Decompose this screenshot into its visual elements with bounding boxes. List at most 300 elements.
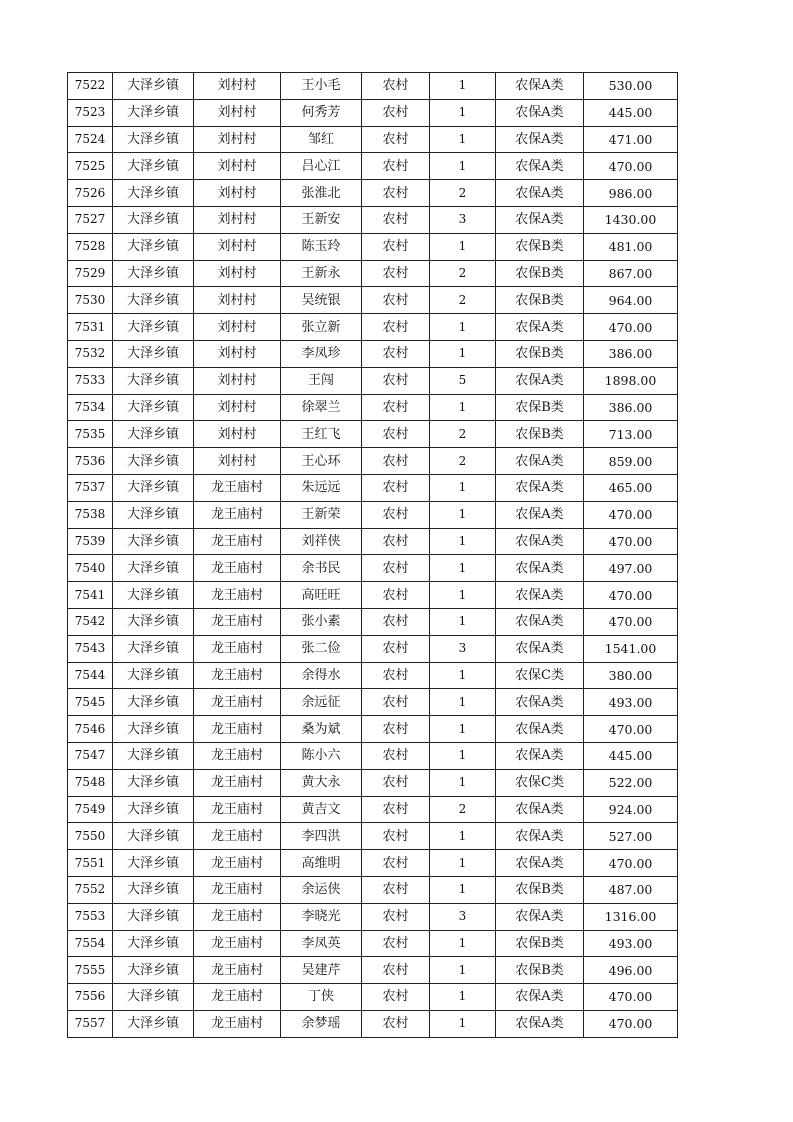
person-name-cell: 陈小六 (281, 742, 362, 769)
household-size-cell: 1 (430, 394, 496, 421)
township-cell: 大泽乡镇 (113, 233, 194, 260)
household-type-cell: 农村 (362, 367, 430, 394)
village-cell: 刘村村 (194, 314, 281, 341)
table-row (68, 876, 678, 903)
insurance-category-cell: 农保A类 (496, 314, 584, 341)
village-cell: 龙王庙村 (194, 957, 281, 984)
township-cell: 大泽乡镇 (113, 689, 194, 716)
person-name-cell: 黄吉文 (281, 796, 362, 823)
insurance-category-cell: 农保B类 (496, 233, 584, 260)
township-cell: 大泽乡镇 (113, 555, 194, 582)
serial-number-cell: 7537 (68, 474, 113, 501)
person-name-cell: 张二俭 (281, 635, 362, 662)
insurance-category-cell: 农保A类 (496, 742, 584, 769)
village-cell: 龙王庙村 (194, 635, 281, 662)
table-row (68, 73, 678, 100)
household-type-cell: 农村 (362, 340, 430, 367)
village-cell: 龙王庙村 (194, 850, 281, 877)
amount-cell: 986.00 (584, 180, 678, 207)
table-row (68, 1010, 678, 1037)
person-name-cell: 王红飞 (281, 421, 362, 448)
amount-cell: 1316.00 (584, 903, 678, 930)
household-size-cell: 1 (430, 876, 496, 903)
insurance-category-cell: 农保A类 (496, 796, 584, 823)
insurance-category-cell: 农保A类 (496, 367, 584, 394)
household-size-cell: 2 (430, 796, 496, 823)
table-row (68, 126, 678, 153)
person-name-cell: 邹红 (281, 126, 362, 153)
village-cell: 龙王庙村 (194, 769, 281, 796)
amount-cell: 530.00 (584, 73, 678, 100)
household-type-cell: 农村 (362, 126, 430, 153)
table-row (68, 742, 678, 769)
household-type-cell: 农村 (362, 796, 430, 823)
insurance-category-cell: 农保A类 (496, 99, 584, 126)
household-size-cell: 1 (430, 984, 496, 1011)
serial-number-cell: 7529 (68, 260, 113, 287)
person-name-cell: 吕心江 (281, 153, 362, 180)
village-cell: 龙王庙村 (194, 662, 281, 689)
village-cell: 刘村村 (194, 73, 281, 100)
serial-number-cell: 7547 (68, 742, 113, 769)
table-row (68, 340, 678, 367)
village-cell: 刘村村 (194, 233, 281, 260)
household-size-cell: 1 (430, 233, 496, 260)
serial-number-cell: 7539 (68, 528, 113, 555)
village-cell: 龙王庙村 (194, 555, 281, 582)
amount-cell: 527.00 (584, 823, 678, 850)
amount-cell: 470.00 (584, 1010, 678, 1037)
table-row (68, 180, 678, 207)
household-size-cell: 1 (430, 126, 496, 153)
table-row (68, 903, 678, 930)
serial-number-cell: 7538 (68, 501, 113, 528)
village-cell: 刘村村 (194, 340, 281, 367)
township-cell: 大泽乡镇 (113, 287, 194, 314)
serial-number-cell: 7531 (68, 314, 113, 341)
serial-number-cell: 7551 (68, 850, 113, 877)
amount-cell: 380.00 (584, 662, 678, 689)
person-name-cell: 吴统银 (281, 287, 362, 314)
serial-number-cell: 7552 (68, 876, 113, 903)
amount-cell: 386.00 (584, 340, 678, 367)
household-size-cell: 1 (430, 930, 496, 957)
village-cell: 龙王庙村 (194, 984, 281, 1011)
serial-number-cell: 7550 (68, 823, 113, 850)
serial-number-cell: 7544 (68, 662, 113, 689)
township-cell: 大泽乡镇 (113, 716, 194, 743)
serial-number-cell: 7549 (68, 796, 113, 823)
household-type-cell: 农村 (362, 582, 430, 609)
household-type-cell: 农村 (362, 180, 430, 207)
village-cell: 刘村村 (194, 153, 281, 180)
person-name-cell: 李凤英 (281, 930, 362, 957)
household-size-cell: 1 (430, 582, 496, 609)
household-type-cell: 农村 (362, 769, 430, 796)
township-cell: 大泽乡镇 (113, 957, 194, 984)
township-cell: 大泽乡镇 (113, 930, 194, 957)
insurance-category-cell: 农保B类 (496, 394, 584, 421)
household-type-cell: 农村 (362, 716, 430, 743)
table-row (68, 206, 678, 233)
amount-cell: 465.00 (584, 474, 678, 501)
household-size-cell: 2 (430, 448, 496, 475)
table-body (68, 73, 678, 1038)
person-name-cell: 高维明 (281, 850, 362, 877)
household-type-cell: 农村 (362, 608, 430, 635)
table-row (68, 930, 678, 957)
table-row (68, 260, 678, 287)
household-type-cell: 农村 (362, 957, 430, 984)
village-cell: 刘村村 (194, 367, 281, 394)
table-row (68, 314, 678, 341)
table-row (68, 448, 678, 475)
serial-number-cell: 7527 (68, 206, 113, 233)
table-row (68, 716, 678, 743)
person-name-cell: 余运侠 (281, 876, 362, 903)
insurance-category-cell: 农保B类 (496, 876, 584, 903)
village-cell: 刘村村 (194, 421, 281, 448)
household-type-cell: 农村 (362, 99, 430, 126)
person-name-cell: 余得水 (281, 662, 362, 689)
person-name-cell: 黄大永 (281, 769, 362, 796)
household-size-cell: 1 (430, 314, 496, 341)
serial-number-cell: 7545 (68, 689, 113, 716)
township-cell: 大泽乡镇 (113, 850, 194, 877)
insurance-category-cell: 农保B类 (496, 340, 584, 367)
township-cell: 大泽乡镇 (113, 448, 194, 475)
village-cell: 龙王庙村 (194, 689, 281, 716)
insurance-category-cell: 农保B类 (496, 260, 584, 287)
household-size-cell: 1 (430, 957, 496, 984)
township-cell: 大泽乡镇 (113, 394, 194, 421)
village-cell: 龙王庙村 (194, 742, 281, 769)
person-name-cell: 余梦瑶 (281, 1010, 362, 1037)
village-cell: 刘村村 (194, 206, 281, 233)
amount-cell: 471.00 (584, 126, 678, 153)
insurance-category-cell: 农保A类 (496, 1010, 584, 1037)
amount-cell: 470.00 (584, 608, 678, 635)
household-size-cell: 1 (430, 340, 496, 367)
amount-cell: 470.00 (584, 501, 678, 528)
household-type-cell: 农村 (362, 903, 430, 930)
amount-cell: 470.00 (584, 850, 678, 877)
serial-number-cell: 7546 (68, 716, 113, 743)
insurance-category-cell: 农保A类 (496, 582, 584, 609)
amount-cell: 493.00 (584, 689, 678, 716)
serial-number-cell: 7548 (68, 769, 113, 796)
table-row (68, 153, 678, 180)
household-type-cell: 农村 (362, 501, 430, 528)
household-type-cell: 农村 (362, 850, 430, 877)
table-row (68, 689, 678, 716)
household-type-cell: 农村 (362, 233, 430, 260)
insurance-category-cell: 农保C类 (496, 662, 584, 689)
household-type-cell: 农村 (362, 555, 430, 582)
table-row (68, 367, 678, 394)
person-name-cell: 王新永 (281, 260, 362, 287)
household-type-cell: 农村 (362, 1010, 430, 1037)
household-size-cell: 1 (430, 716, 496, 743)
person-name-cell: 陈玉玲 (281, 233, 362, 260)
insurance-category-cell: 农保A类 (496, 716, 584, 743)
household-type-cell: 农村 (362, 153, 430, 180)
person-name-cell: 张小素 (281, 608, 362, 635)
village-cell: 龙王庙村 (194, 474, 281, 501)
household-type-cell: 农村 (362, 73, 430, 100)
person-name-cell: 王闯 (281, 367, 362, 394)
township-cell: 大泽乡镇 (113, 876, 194, 903)
insurance-category-cell: 农保A类 (496, 555, 584, 582)
township-cell: 大泽乡镇 (113, 635, 194, 662)
insurance-category-cell: 农保A类 (496, 180, 584, 207)
serial-number-cell: 7557 (68, 1010, 113, 1037)
household-type-cell: 农村 (362, 984, 430, 1011)
table-row (68, 582, 678, 609)
village-cell: 龙王庙村 (194, 501, 281, 528)
township-cell: 大泽乡镇 (113, 984, 194, 1011)
serial-number-cell: 7556 (68, 984, 113, 1011)
insurance-category-cell: 农保A类 (496, 206, 584, 233)
township-cell: 大泽乡镇 (113, 474, 194, 501)
insurance-category-cell: 农保A类 (496, 528, 584, 555)
amount-cell: 470.00 (584, 582, 678, 609)
village-cell: 刘村村 (194, 394, 281, 421)
township-cell: 大泽乡镇 (113, 528, 194, 555)
person-name-cell: 王新荣 (281, 501, 362, 528)
household-size-cell: 2 (430, 287, 496, 314)
household-type-cell: 农村 (362, 930, 430, 957)
household-size-cell: 2 (430, 180, 496, 207)
village-cell: 龙王庙村 (194, 903, 281, 930)
serial-number-cell: 7530 (68, 287, 113, 314)
table-row (68, 421, 678, 448)
person-name-cell: 王新安 (281, 206, 362, 233)
person-name-cell: 吴建芹 (281, 957, 362, 984)
village-cell: 刘村村 (194, 99, 281, 126)
household-type-cell: 农村 (362, 206, 430, 233)
table-row (68, 796, 678, 823)
village-cell: 龙王庙村 (194, 716, 281, 743)
serial-number-cell: 7523 (68, 99, 113, 126)
household-size-cell: 1 (430, 769, 496, 796)
insurance-category-cell: 农保A类 (496, 850, 584, 877)
household-size-cell: 3 (430, 635, 496, 662)
township-cell: 大泽乡镇 (113, 126, 194, 153)
table-row (68, 823, 678, 850)
household-size-cell: 1 (430, 73, 496, 100)
amount-cell: 1898.00 (584, 367, 678, 394)
household-type-cell: 农村 (362, 448, 430, 475)
insurance-category-cell: 农保A类 (496, 474, 584, 501)
table-row (68, 555, 678, 582)
village-cell: 刘村村 (194, 180, 281, 207)
township-cell: 大泽乡镇 (113, 796, 194, 823)
insurance-category-cell: 农保B类 (496, 957, 584, 984)
household-type-cell: 农村 (362, 689, 430, 716)
person-name-cell: 桑为斌 (281, 716, 362, 743)
township-cell: 大泽乡镇 (113, 582, 194, 609)
amount-cell: 481.00 (584, 233, 678, 260)
serial-number-cell: 7525 (68, 153, 113, 180)
table-row (68, 287, 678, 314)
person-name-cell: 丁侠 (281, 984, 362, 1011)
household-type-cell: 农村 (362, 474, 430, 501)
village-cell: 龙王庙村 (194, 796, 281, 823)
household-size-cell: 1 (430, 689, 496, 716)
amount-cell: 470.00 (584, 153, 678, 180)
township-cell: 大泽乡镇 (113, 99, 194, 126)
serial-number-cell: 7554 (68, 930, 113, 957)
table-row (68, 99, 678, 126)
household-type-cell: 农村 (362, 823, 430, 850)
household-size-cell: 1 (430, 555, 496, 582)
household-size-cell: 1 (430, 608, 496, 635)
relief-roster-table (67, 72, 678, 1038)
serial-number-cell: 7533 (68, 367, 113, 394)
person-name-cell: 李四洪 (281, 823, 362, 850)
amount-cell: 1541.00 (584, 635, 678, 662)
household-type-cell: 农村 (362, 314, 430, 341)
insurance-category-cell: 农保A类 (496, 608, 584, 635)
serial-number-cell: 7526 (68, 180, 113, 207)
township-cell: 大泽乡镇 (113, 260, 194, 287)
serial-number-cell: 7522 (68, 73, 113, 100)
household-size-cell: 1 (430, 662, 496, 689)
person-name-cell: 徐翠兰 (281, 394, 362, 421)
township-cell: 大泽乡镇 (113, 769, 194, 796)
insurance-category-cell: 农保B类 (496, 930, 584, 957)
household-type-cell: 农村 (362, 528, 430, 555)
amount-cell: 522.00 (584, 769, 678, 796)
household-size-cell: 1 (430, 742, 496, 769)
village-cell: 龙王庙村 (194, 582, 281, 609)
amount-cell: 445.00 (584, 742, 678, 769)
household-size-cell: 1 (430, 528, 496, 555)
amount-cell: 924.00 (584, 796, 678, 823)
village-cell: 龙王庙村 (194, 1010, 281, 1037)
amount-cell: 386.00 (584, 394, 678, 421)
person-name-cell: 刘祥侠 (281, 528, 362, 555)
insurance-category-cell: 农保A类 (496, 984, 584, 1011)
serial-number-cell: 7541 (68, 582, 113, 609)
amount-cell: 470.00 (584, 716, 678, 743)
township-cell: 大泽乡镇 (113, 501, 194, 528)
insurance-category-cell: 农保A类 (496, 501, 584, 528)
table-row (68, 984, 678, 1011)
serial-number-cell: 7536 (68, 448, 113, 475)
household-size-cell: 2 (430, 260, 496, 287)
household-size-cell: 3 (430, 206, 496, 233)
village-cell: 刘村村 (194, 448, 281, 475)
person-name-cell: 李凤珍 (281, 340, 362, 367)
insurance-category-cell: 农保A类 (496, 635, 584, 662)
household-size-cell: 1 (430, 850, 496, 877)
village-cell: 刘村村 (194, 126, 281, 153)
village-cell: 龙王庙村 (194, 823, 281, 850)
table-row (68, 608, 678, 635)
insurance-category-cell: 农保C类 (496, 769, 584, 796)
insurance-category-cell: 农保A类 (496, 823, 584, 850)
person-name-cell: 张立新 (281, 314, 362, 341)
serial-number-cell: 7542 (68, 608, 113, 635)
household-size-cell: 1 (430, 501, 496, 528)
household-size-cell: 1 (430, 99, 496, 126)
household-size-cell: 1 (430, 153, 496, 180)
person-name-cell: 高旺旺 (281, 582, 362, 609)
amount-cell: 445.00 (584, 99, 678, 126)
household-type-cell: 农村 (362, 260, 430, 287)
amount-cell: 859.00 (584, 448, 678, 475)
amount-cell: 867.00 (584, 260, 678, 287)
serial-number-cell: 7555 (68, 957, 113, 984)
village-cell: 龙王庙村 (194, 930, 281, 957)
table-row (68, 233, 678, 260)
household-type-cell: 农村 (362, 421, 430, 448)
serial-number-cell: 7540 (68, 555, 113, 582)
village-cell: 龙王庙村 (194, 608, 281, 635)
township-cell: 大泽乡镇 (113, 367, 194, 394)
insurance-category-cell: 农保B类 (496, 421, 584, 448)
township-cell: 大泽乡镇 (113, 823, 194, 850)
township-cell: 大泽乡镇 (113, 73, 194, 100)
table-row (68, 769, 678, 796)
household-size-cell: 2 (430, 421, 496, 448)
amount-cell: 470.00 (584, 984, 678, 1011)
village-cell: 龙王庙村 (194, 876, 281, 903)
serial-number-cell: 7553 (68, 903, 113, 930)
township-cell: 大泽乡镇 (113, 314, 194, 341)
amount-cell: 497.00 (584, 555, 678, 582)
insurance-category-cell: 农保A类 (496, 153, 584, 180)
township-cell: 大泽乡镇 (113, 153, 194, 180)
serial-number-cell: 7535 (68, 421, 113, 448)
insurance-category-cell: 农保A类 (496, 903, 584, 930)
serial-number-cell: 7532 (68, 340, 113, 367)
table-row (68, 394, 678, 421)
serial-number-cell: 7534 (68, 394, 113, 421)
serial-number-cell: 7528 (68, 233, 113, 260)
household-type-cell: 农村 (362, 394, 430, 421)
person-name-cell: 王小毛 (281, 73, 362, 100)
person-name-cell: 朱远远 (281, 474, 362, 501)
village-cell: 刘村村 (194, 287, 281, 314)
amount-cell: 470.00 (584, 314, 678, 341)
amount-cell: 1430.00 (584, 206, 678, 233)
village-cell: 龙王庙村 (194, 528, 281, 555)
person-name-cell: 张淮北 (281, 180, 362, 207)
township-cell: 大泽乡镇 (113, 340, 194, 367)
table-row (68, 957, 678, 984)
table-row (68, 850, 678, 877)
amount-cell: 493.00 (584, 930, 678, 957)
table-row (68, 474, 678, 501)
serial-number-cell: 7524 (68, 126, 113, 153)
village-cell: 刘村村 (194, 260, 281, 287)
insurance-category-cell: 农保A类 (496, 689, 584, 716)
person-name-cell: 何秀芳 (281, 99, 362, 126)
household-type-cell: 农村 (362, 742, 430, 769)
table-row (68, 635, 678, 662)
township-cell: 大泽乡镇 (113, 206, 194, 233)
amount-cell: 496.00 (584, 957, 678, 984)
table-row (68, 528, 678, 555)
insurance-category-cell: 农保A类 (496, 448, 584, 475)
insurance-category-cell: 农保B类 (496, 287, 584, 314)
insurance-category-cell: 农保A类 (496, 126, 584, 153)
household-type-cell: 农村 (362, 287, 430, 314)
township-cell: 大泽乡镇 (113, 180, 194, 207)
